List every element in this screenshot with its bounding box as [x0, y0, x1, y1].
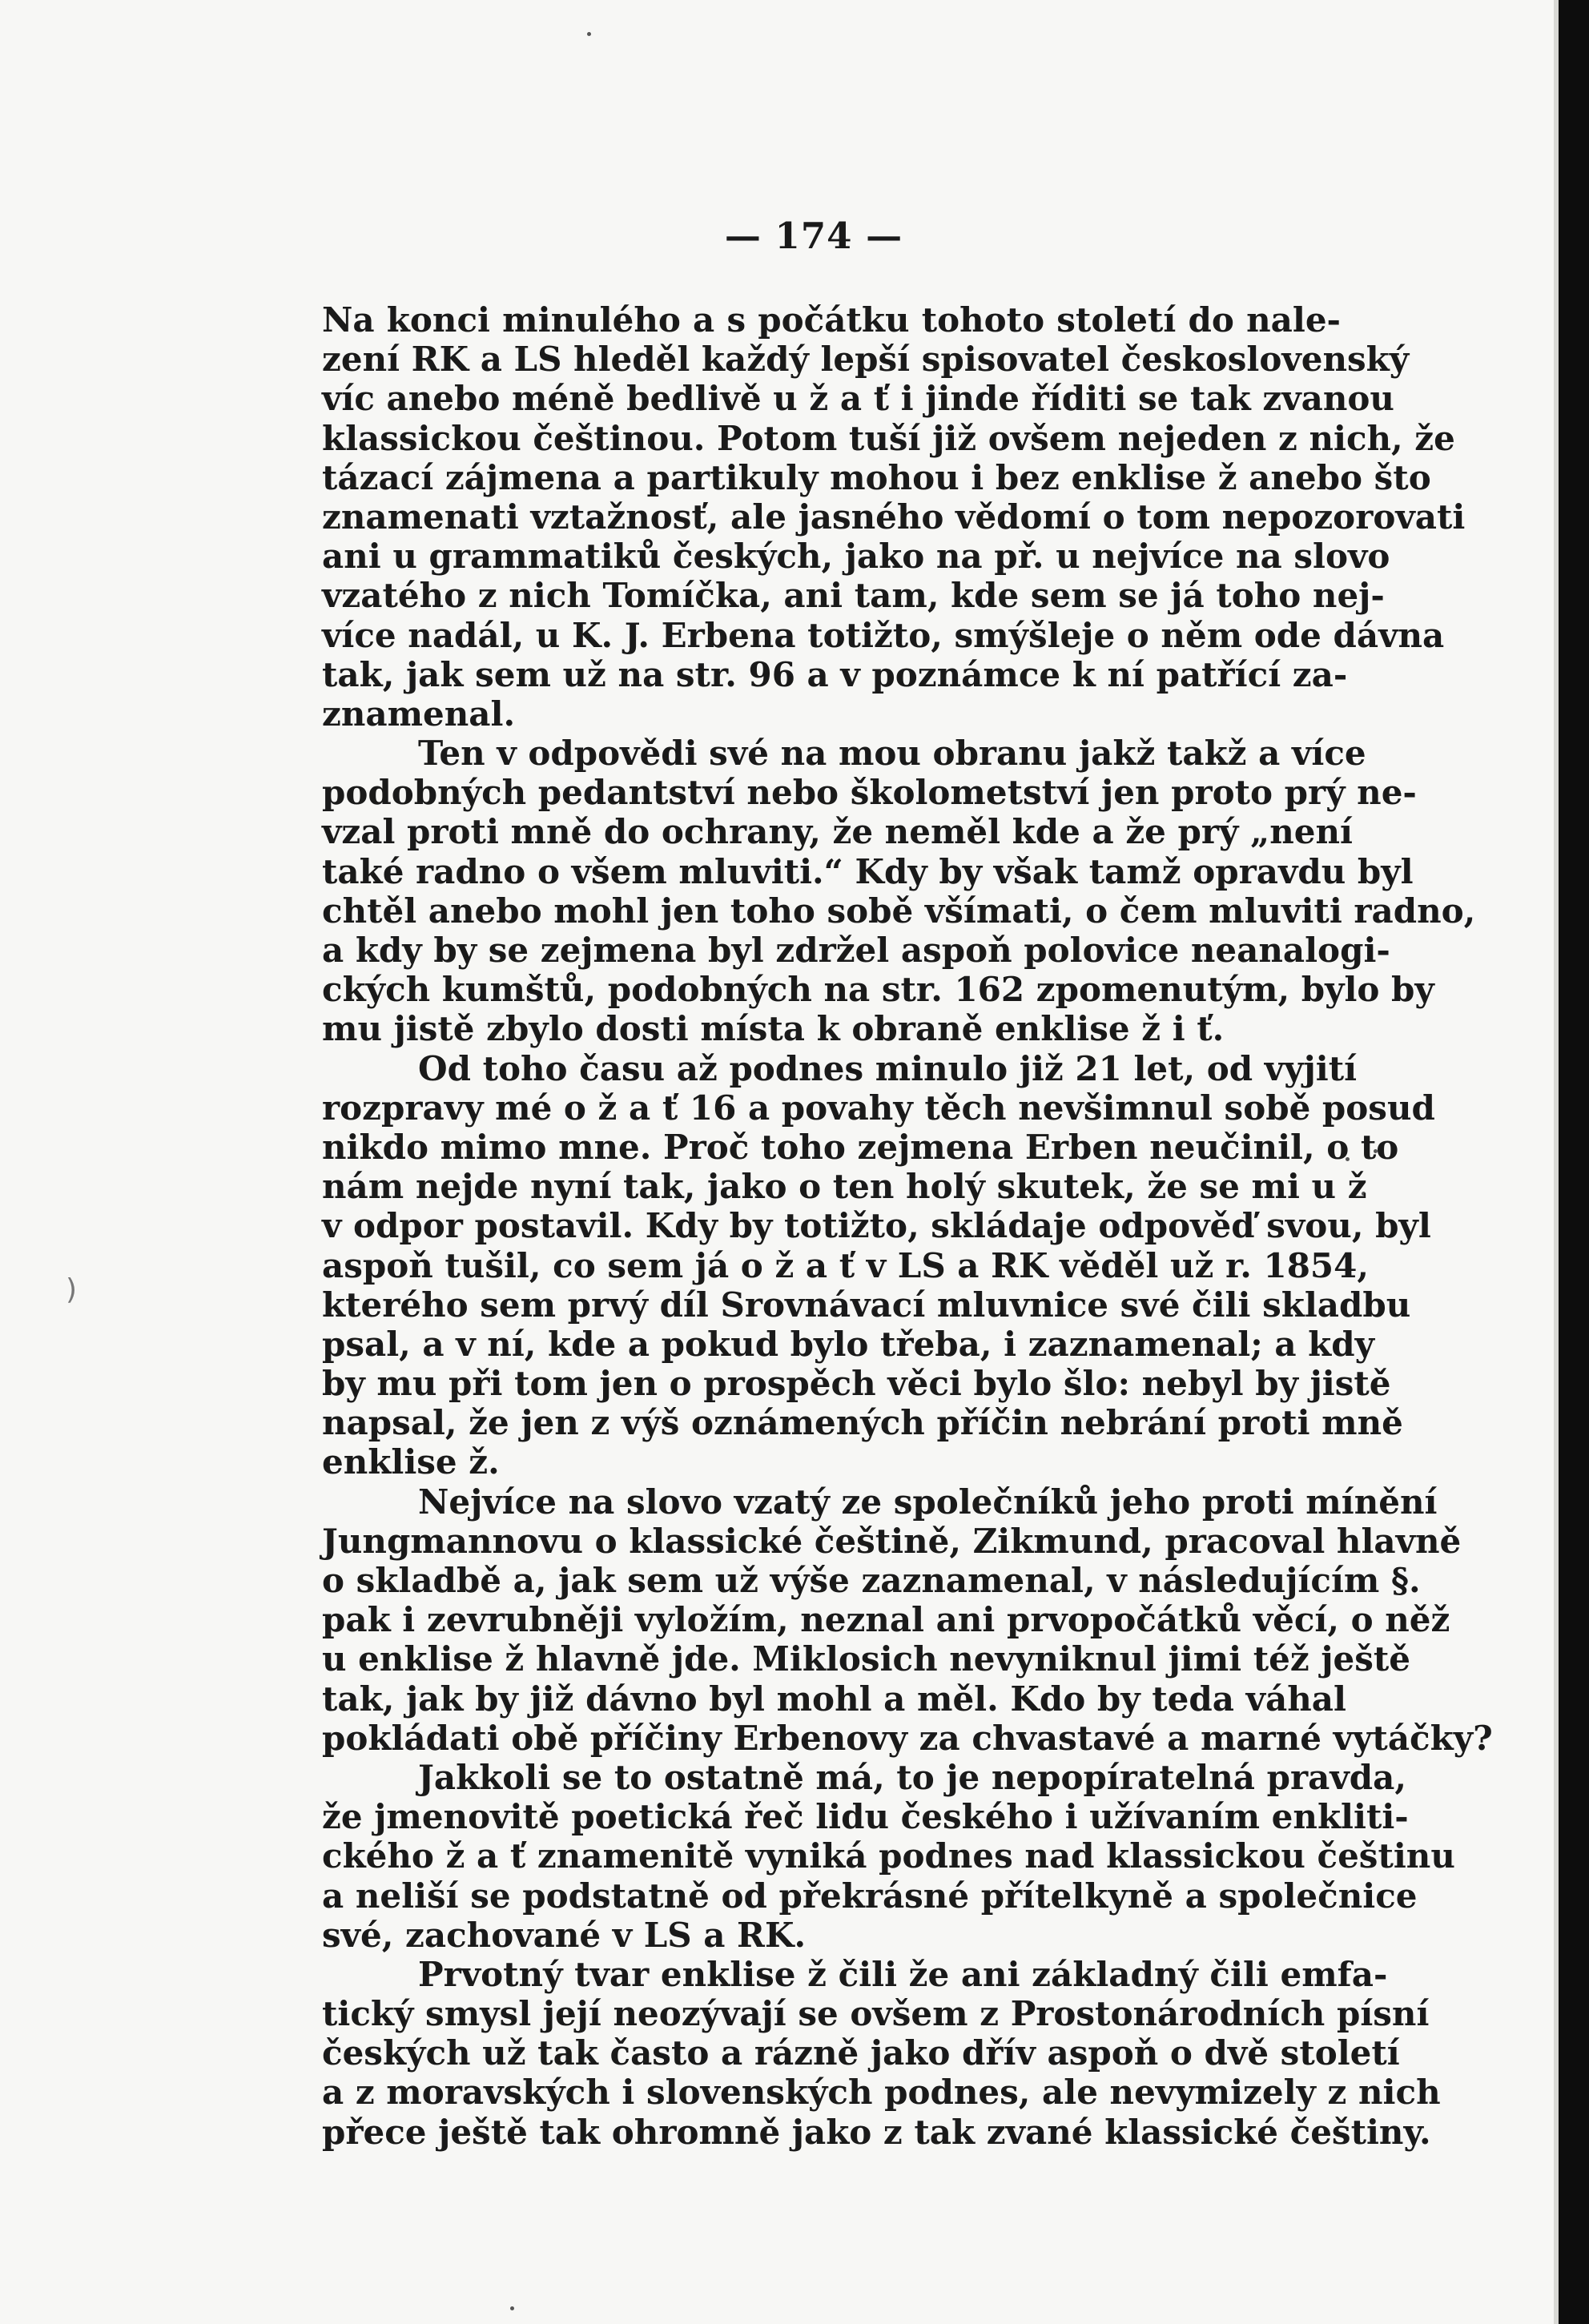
line-text: mu jistě zbylo dosti místa k obraně enklise ž i ť. [322, 1009, 1225, 1049]
line-text: nikdo mimo mne. Proč toho zejmena Erben neučinil, o to [322, 1127, 1399, 1167]
text-line [322, 1718, 1493, 1758]
text-line [322, 2033, 1400, 2073]
line-text: a z moravských i slovenských podnes, ale nevymizely z nich [322, 2073, 1441, 2113]
text-line [322, 1600, 1450, 1640]
line-text: své, zachované v LS a RK. [322, 1915, 807, 1955]
line-text: klassickou češtinou. Potom tuší již ovšem nejeden z nich, že [322, 418, 1455, 458]
text-line [322, 1521, 1462, 1561]
line-text: enklise ž. [322, 1442, 500, 1482]
text-line [322, 1206, 1431, 1246]
line-text: Prvotný tvar enklise ž čili že ani základný čili emfa- [418, 1954, 1388, 1994]
scan-border [1559, 0, 1589, 2324]
line-text: ani u grammatiků českých, jako na př. u nejvíce na slovo [322, 537, 1390, 577]
line-text: že jmenovitě poetická řeč lidu českého i užívaním enkliti- [322, 1797, 1409, 1837]
line-text: Jungmannovu o klassické češtině, Zikmund, pracoval hlavně [322, 1521, 1462, 1561]
line-text: a neliší se podstatně od překrásné přítelkyně a společnice [322, 1876, 1418, 1916]
scan-speck [587, 32, 591, 36]
text-line [322, 457, 1431, 497]
text-line [322, 2073, 1441, 2113]
text-line [322, 1916, 1341, 1955]
text-line [322, 1364, 1391, 1404]
text-line [322, 1285, 1411, 1325]
text-line [322, 1403, 1403, 1443]
text-line [322, 1167, 1367, 1207]
text-line [322, 931, 1390, 970]
line-text: pak i zevrubněji vyložím, neznal ani prvopočátků věcí, o něž [322, 1600, 1450, 1640]
text-line [322, 1836, 1455, 1876]
text-line [322, 576, 1385, 616]
line-text: tický smysl její neozývají se ovšem z Prostonárodních písní [322, 1994, 1430, 2034]
scan-speck [510, 2306, 514, 2310]
line-text: a kdy by se zejmena byl zdržel aspoň polovice neanalogi- [322, 931, 1390, 970]
text-line [322, 1088, 1435, 1128]
text-line [322, 773, 1417, 813]
line-text: ckého ž a ť znamenitě vyniká podnes nad klassickou češtinu [322, 1836, 1455, 1876]
line-text: tak, jak by již dávno byl mohl a měl. Kdo by teda váhal [322, 1679, 1346, 1719]
text-line [322, 615, 1445, 655]
paragraph [322, 1757, 1455, 1955]
text-line [322, 1639, 1411, 1679]
line-text: by mu při tom jen o prospěch věci bylo šlo: nebyl by jistě [322, 1364, 1391, 1404]
text-line [322, 1994, 1430, 2034]
line-text: aspoň tušil, co sem já o ž a ť v LS a RK věděl už r. 1854, [322, 1245, 1369, 1285]
line-text: rozpravy mé o ž a ť 16 a povahy těch nevšimnul sobě posud [322, 1088, 1435, 1128]
line-text: vzatého z nich Tomíčka, ani tam, kde sem se já toho nej- [322, 576, 1385, 616]
text-line [322, 851, 1414, 891]
line-text: nám nejde nyní tak, jako o ten holý skutek, že se mi u ž [322, 1167, 1367, 1207]
line-text: tak, jak sem už na str. 96 a v poznámce k ní patřící za- [322, 654, 1348, 694]
line-text: ckých kumštů, podobných na str. 162 zpomenutým, bylo by [322, 970, 1434, 1010]
paragraph [322, 300, 1466, 734]
text-line [322, 1009, 1341, 1048]
body-text [322, 300, 1493, 2152]
text-line [322, 418, 1455, 458]
line-text: zení RK a LS hleděl každý lepší spisovatel československý [322, 340, 1410, 380]
line-text: také radno o všem mluviti.“ Kdy by však tamž opravdu byl [322, 851, 1414, 891]
paragraph [322, 1048, 1435, 1482]
text-line [322, 694, 1341, 734]
text-line [322, 1954, 1388, 1994]
page-number: — 174 — [724, 215, 903, 257]
line-text: přece ještě tak ohromně jako z tak zvané klassické češtiny. [322, 2112, 1431, 2152]
line-text: znamenal. [322, 694, 516, 734]
line-text: psal, a v ní, kde a pokud bylo třeba, i zaznamenal; a kdy [322, 1324, 1375, 1364]
text-line [322, 537, 1390, 577]
line-text: tázací zájmena a partikuly mohou i bez enklise ž anebo što [322, 457, 1431, 497]
line-text: Jakkoli se to ostatně má, to je nepopíratelná pravda, [418, 1757, 1406, 1797]
margin-mark: ) [66, 1273, 78, 1306]
line-text: více nadál, u K. J. Erbena totižto, smýšleje o něm ode dávna [322, 615, 1445, 655]
text-line [322, 891, 1476, 931]
text-line [322, 1679, 1346, 1719]
text-line [322, 379, 1394, 419]
text-line [322, 1324, 1375, 1364]
line-text: o skladbě a, jak sem už výše zaznamenal, v následujícím §. [322, 1561, 1421, 1600]
line-text: v odpor postavil. Kdy by totižto, skládaje odpověď svou, byl [322, 1206, 1431, 1246]
line-text: znamenati vztažnosť, ale jasného vědomí o tom nepozorovati [322, 497, 1466, 537]
text-line [322, 1245, 1369, 1285]
line-text: českých už tak často a rázně jako dřív aspoň o dvě století [322, 2033, 1400, 2073]
line-text: napsal, že jen z výš oznámených příčin nebrání proti mně [322, 1403, 1403, 1443]
text-line [322, 734, 1366, 774]
text-line [322, 340, 1410, 380]
line-text: Na konci minulého a s počátku tohoto století do nale- [322, 300, 1341, 340]
text-line [322, 1482, 1438, 1522]
line-text: u enklise ž hlavně jde. Miklosich nevyniknul jimi též ještě [322, 1639, 1411, 1679]
text-line [322, 1561, 1421, 1600]
text-line [322, 970, 1434, 1010]
line-text: Ten v odpovědi své na mou obranu jakž takž a více [418, 734, 1366, 774]
text-line [322, 2112, 1431, 2152]
line-text: kterého sem prvý díl Srovnávací mluvnice své čili skladbu [322, 1285, 1411, 1325]
paragraph [322, 1954, 1441, 2152]
text-line [322, 1048, 1358, 1088]
text-line [322, 1876, 1418, 1916]
line-text: Nejvíce na slovo vzatý ze společníků jeho proti mínění [418, 1482, 1438, 1522]
text-line [322, 1757, 1406, 1797]
text-line [322, 812, 1353, 852]
paragraph [322, 734, 1476, 1049]
text-line [322, 1442, 1341, 1482]
line-text: vzal proti mně do ochrany, že neměl kde a že prý „není [322, 812, 1353, 852]
line-text: víc anebo méně bedlivě u ž a ť i jinde říditi se tak zvanou [322, 379, 1394, 419]
line-text: pokládati obě příčiny Erbenovy za chvastavé a marné vytáčky? [322, 1718, 1493, 1758]
line-text: podobných pedantství nebo školometství jen proto prý ne- [322, 773, 1417, 813]
paragraph [322, 1482, 1493, 1758]
text-line [322, 497, 1466, 537]
text-line [322, 1797, 1409, 1837]
line-text: chtěl anebo mohl jen toho sobě všímati, o čem mluviti radno, [322, 891, 1476, 931]
line-text: Od toho času až podnes minulo již 21 let, od vyjití [418, 1048, 1358, 1088]
text-line [322, 1127, 1399, 1167]
text-line [322, 300, 1341, 340]
text-line [322, 654, 1348, 694]
